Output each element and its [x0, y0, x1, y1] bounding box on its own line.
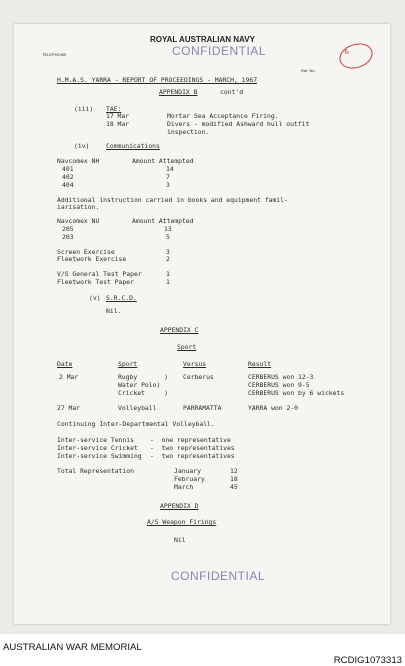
section-iii-title: TAE:: [106, 105, 122, 113]
navcomex-nh-code: 404: [62, 181, 74, 189]
total-month: March: [174, 483, 194, 491]
sport-versus: Cerberus: [183, 373, 214, 381]
appendix-c-title: APPENDIX C: [160, 326, 199, 334]
additional-instruction: Additional instruction carried in books and equipment famil-: [57, 196, 288, 204]
section-iv-number: (iv): [74, 142, 90, 150]
telephone-label: TELEPHONE:: [42, 52, 68, 57]
navcomex-nu-head: Navcomex NU: [57, 217, 100, 225]
appendix-b-title: APPENDIX B: [159, 88, 198, 96]
annotation-number: 6: [344, 48, 350, 57]
total-value: 12: [230, 467, 238, 475]
sport-name: Volleyball: [118, 404, 157, 412]
appendix-d-subtitle: A/S Weapon Firings: [147, 518, 217, 526]
footer-id: RCDIG1073313: [333, 655, 402, 666]
sport-date: 27 Mar: [57, 404, 81, 412]
total-representation-label: Total Representation: [57, 467, 134, 475]
sport-date: 2 Mar: [59, 373, 79, 381]
ref-label: Ref. No.: [301, 68, 316, 73]
sport-result: CERBERUS won 12-3: [248, 373, 314, 381]
appendix-b-contd: cont'd: [220, 88, 244, 96]
interservice-label: Inter-service Tennis: [57, 436, 134, 444]
navcomex-nh-count: 14: [166, 165, 174, 173]
section-iii-number: (iii): [74, 105, 94, 113]
navcomex-nu-count: 13: [164, 225, 172, 233]
test-paper-value: 1: [166, 270, 170, 278]
section-v-number: (v): [89, 294, 101, 302]
exercise-value: 2: [166, 255, 170, 263]
tae-text: inspection.: [167, 128, 210, 136]
navcomex-nh-code: 402: [62, 173, 74, 181]
tae-date: 18 Mar: [106, 120, 130, 128]
org-heading: ROYAL AUSTRALIAN NAVY: [150, 35, 255, 44]
tae-text: Divers - modified Ashward hull outfit: [167, 120, 310, 128]
total-month: January: [174, 467, 201, 475]
interservice-label: Inter-service Swimming: [57, 452, 142, 460]
section-iv-title: Communications: [106, 142, 160, 150]
navcomex-nh-head2: Amount Attempted: [132, 157, 194, 165]
sport-name: Rugby ): [118, 373, 169, 381]
navcomex-nh-head: Navcomex NH: [57, 157, 100, 165]
exercise-label: Fleetwork Exercise: [57, 255, 127, 263]
sport-header-versus: Versus: [183, 360, 207, 368]
interservice-value: - two representatives: [150, 452, 235, 460]
test-paper-value: 1: [166, 278, 170, 286]
navcomex-nu-code: 203: [62, 233, 74, 241]
sport-versus: PARRAMATTA: [183, 404, 222, 412]
exercise-label: Screen Exercise: [57, 248, 115, 256]
sport-header-date: Date: [57, 360, 73, 368]
confidential-stamp-bottom: CONFIDENTIAL: [171, 569, 266, 583]
sport-name: Cricket ): [118, 389, 169, 397]
test-paper-label: Fleetwork Test Paper: [57, 278, 134, 286]
sport-result: YARRA won 2-0: [248, 404, 299, 412]
section-v-value: Nil.: [106, 307, 122, 315]
confidential-stamp-top: CONFIDENTIAL: [172, 44, 267, 58]
appendix-d-title: APPENDIX D: [160, 502, 199, 510]
appendix-d-value: Nil: [174, 536, 186, 544]
navcomex-nh-count: 3: [166, 181, 170, 189]
sport-result: CERBERUS won by 6 wickets: [248, 389, 345, 397]
interservice-value: - one representative: [150, 436, 231, 444]
navcomex-nu-count: 5: [166, 233, 170, 241]
interservice-value: - two representatives: [150, 444, 235, 452]
total-value: 18: [230, 475, 238, 483]
appendix-c-subtitle: Sport: [177, 343, 197, 351]
sport-result: CERBERUS won 9-5: [248, 381, 310, 389]
sport-header-sport: Sport: [118, 360, 138, 368]
continuing-volleyball: Continuing Inter-Departmental Volleyball.: [57, 420, 215, 428]
total-month: February: [174, 475, 205, 483]
total-value: 45: [230, 483, 238, 491]
sport-header-result: Result: [248, 360, 272, 368]
footer-source: AUSTRALIAN WAR MEMORIAL: [3, 642, 142, 653]
tae-text: Mortar Sea Acceptance Firing.: [167, 112, 279, 120]
additional-instruction-cont: iarisation.: [57, 203, 100, 211]
interservice-label: Inter-service Cricket: [57, 444, 138, 452]
navcomex-nh-count: 7: [166, 173, 170, 181]
navcomex-nu-head2: Amount Attempted: [132, 217, 194, 225]
test-paper-label: V/S General Test Paper: [57, 270, 142, 278]
exercise-value: 3: [166, 248, 170, 256]
navcomex-nh-code: 401: [62, 165, 74, 173]
sport-name: Water Polo): [118, 381, 161, 389]
report-title: H.M.A.S. YARRA - REPORT OF PROCEEDINGS - MARCH, 1967: [57, 76, 258, 84]
tae-date: 17 Mar: [106, 112, 130, 120]
navcomex-nu-code: 205: [62, 225, 74, 233]
section-v-title: S.R.C.D.: [106, 294, 137, 302]
